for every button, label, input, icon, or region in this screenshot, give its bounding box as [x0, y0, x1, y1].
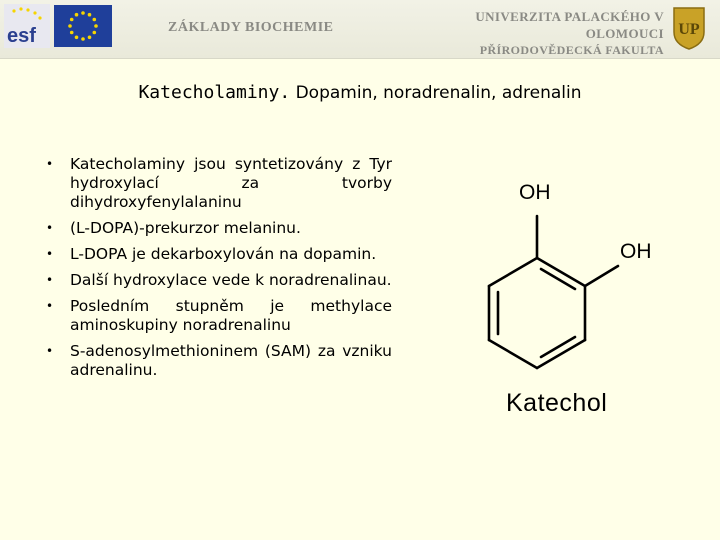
university-line1: UNIVERZITA PALACKÉHO V OLOMOUCI: [475, 9, 664, 41]
molecule-label: Katechol: [506, 389, 608, 417]
bullet-item: • Posledním stupněm je methylace aminoskupiny noradrenalinu: [46, 297, 392, 335]
banner-title: ZÁKLADY BIOCHEMIE: [168, 20, 334, 35]
hydroxyl-label-top: OH: [519, 181, 551, 204]
bullet-item: • Katecholaminy jsou syntetizovány z Tyr hydroxylací za tvorby dihydroxyfenylalaninu: [46, 155, 392, 212]
bullet-item: • Další hydroxylace vede k noradrenalinau.: [46, 271, 392, 290]
double-bond: [541, 337, 575, 357]
header-banner: [0, 0, 720, 59]
double-bond: [541, 269, 575, 289]
ring-bond: [489, 258, 537, 286]
crest-letters: UP: [678, 21, 700, 38]
ring-bond: [489, 340, 537, 368]
university-crest-icon: [672, 6, 706, 50]
university-line2: PŘÍRODOVĚDECKÁ FAKULTA: [479, 43, 664, 57]
hydroxyl-bond: [585, 266, 618, 286]
bullet-item: • S-adenosylmethioninem (SAM) za vzniku adrenalinu.: [46, 342, 392, 380]
esf-logo: [4, 4, 50, 48]
slide-title: [0, 82, 720, 103]
title-subtitle: Dopamin, noradrenalin, adrenalin: [290, 83, 582, 103]
hydroxyl-label-right: OH: [620, 240, 652, 263]
bullet-item: • (L-DOPA)-prekurzor melaninu.: [46, 219, 392, 238]
bullet-item: • L-DOPA je dekarboxylován na dopamin.: [46, 245, 392, 264]
esf-logo-text: esf: [7, 25, 36, 47]
eu-flag-icon: [54, 5, 112, 47]
title-keyword: Katecholaminy.: [138, 82, 291, 103]
university-name: [412, 8, 664, 59]
bullet-list: [46, 155, 392, 387]
